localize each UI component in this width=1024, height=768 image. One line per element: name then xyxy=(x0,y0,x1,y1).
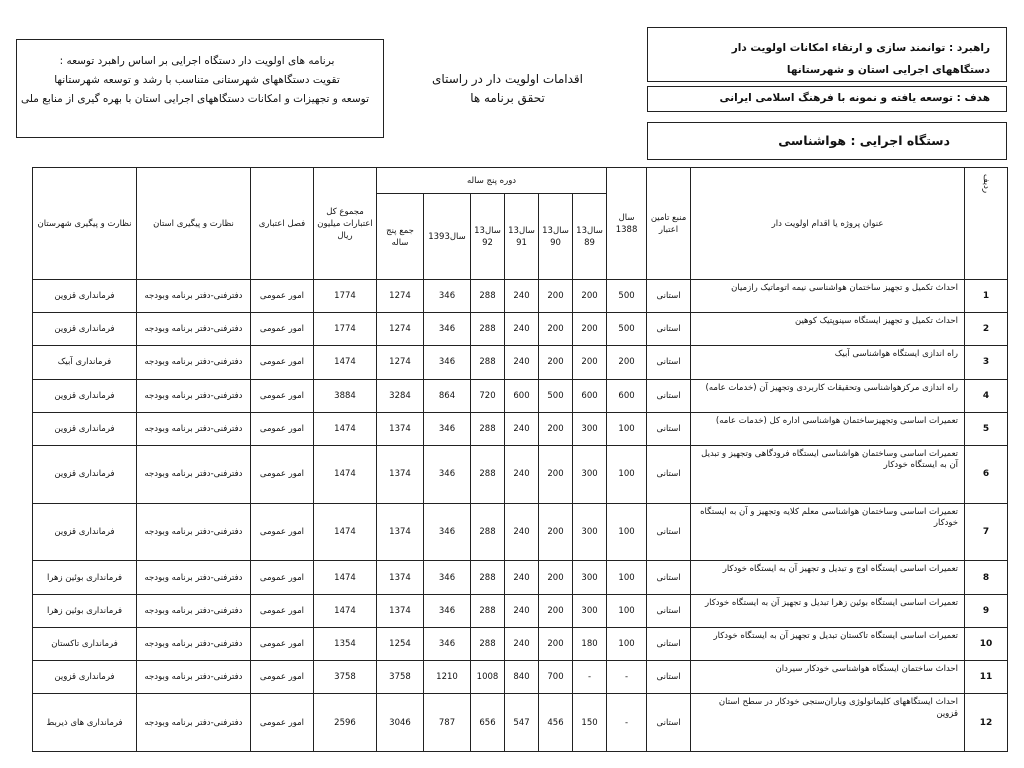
cell-year-1393: 346 xyxy=(424,346,471,379)
goal-text: هدف : توسعه یافته و نمونه با فرهنگ اسلامی ایرانی xyxy=(719,92,990,104)
cell-row-num: 2 xyxy=(965,313,1008,346)
cell-year-89: 300 xyxy=(573,594,607,627)
cell-funding-source: استانی xyxy=(647,594,691,627)
cell-provincial-oversight: دفترفنی-دفتر برنامه وبودجه xyxy=(137,346,251,379)
cell-row-num: 1 xyxy=(965,280,1008,313)
cell-provincial-oversight: دفترفنی-دفتر برنامه وبودجه xyxy=(137,594,251,627)
cell-funding-source: استانی xyxy=(647,280,691,313)
table-body xyxy=(33,280,1008,752)
strategy-line-2: دستگاههای اجرایی استان و شهرستانها xyxy=(786,64,990,76)
cell-year-1393: 346 xyxy=(424,594,471,627)
cell-county-oversight: فرمانداری تاکستان xyxy=(33,627,137,660)
cell-total-credit: 1474 xyxy=(314,561,377,594)
cell-year-91: 240 xyxy=(505,280,539,313)
cell-total-credit: 3758 xyxy=(314,660,377,693)
center-title-line-2: تحقق برنامه ها xyxy=(470,91,545,105)
cell-total-credit: 1354 xyxy=(314,627,377,660)
projects-table xyxy=(32,167,1008,752)
header-provincial-oversight: نظارت و پیگیری استان xyxy=(137,168,251,280)
cell-row-num: 11 xyxy=(965,660,1008,693)
cell-year-90: 200 xyxy=(539,313,573,346)
cell-funding-source: استانی xyxy=(647,561,691,594)
header-title: عنوان پروژه یا اقدام اولویت دار xyxy=(691,168,965,280)
strategy-box xyxy=(647,27,1007,82)
cell-year-1393: 787 xyxy=(424,694,471,752)
cell-year-89: 200 xyxy=(573,280,607,313)
cell-year-89: 300 xyxy=(573,445,607,503)
cell-credit-chapter: امور عمومی xyxy=(251,694,314,752)
cell-funding-source: استانی xyxy=(647,346,691,379)
cell-county-oversight: فرمانداری قزوین xyxy=(33,660,137,693)
header-row-num xyxy=(965,168,1008,280)
cell-year-90: 200 xyxy=(539,627,573,660)
cell-five-year-total: 3046 xyxy=(377,694,424,752)
cell-title: احداث تکمیل و تجهیز ساختمان هواشناسی نیمه اتوماتیک رازمیان xyxy=(691,280,965,313)
cell-year-90: 456 xyxy=(539,694,573,752)
cell-row-num: 4 xyxy=(965,379,1008,412)
table-row xyxy=(33,280,1008,313)
header-county-oversight: نظارت و پیگیری شهرستان xyxy=(33,168,137,280)
cell-five-year-total: 3758 xyxy=(377,660,424,693)
cell-county-oversight: فرمانداری بوئین زهرا xyxy=(33,561,137,594)
cell-year-91: 600 xyxy=(505,379,539,412)
cell-year-91: 240 xyxy=(505,561,539,594)
cell-provincial-oversight: دفترفنی-دفتر برنامه وبودجه xyxy=(137,445,251,503)
cell-year-92: 288 xyxy=(471,346,505,379)
cell-year-1388: 200 xyxy=(607,346,647,379)
cell-county-oversight: فرمانداری بوئین زهرا xyxy=(33,594,137,627)
cell-title: تعمیرات اساسی ایستگاه بوئین زهرا تبدیل و تجهیز آن به ایستگاه خودکار xyxy=(691,594,965,627)
table-row xyxy=(33,379,1008,412)
cell-year-1393: 346 xyxy=(424,412,471,445)
program-box xyxy=(16,39,384,138)
header-funding-source: منبع تامین اعتبار xyxy=(647,168,691,280)
goal-box xyxy=(647,86,1007,112)
cell-county-oversight: فرمانداری قزوین xyxy=(33,379,137,412)
cell-provincial-oversight: دفترفنی-دفتر برنامه وبودجه xyxy=(137,561,251,594)
cell-credit-chapter: امور عمومی xyxy=(251,594,314,627)
cell-five-year-total: 1374 xyxy=(377,503,424,561)
cell-year-92: 656 xyxy=(471,694,505,752)
cell-year-92: 720 xyxy=(471,379,505,412)
cell-provincial-oversight: دفترفنی-دفتر برنامه وبودجه xyxy=(137,280,251,313)
cell-title: احداث ایستگاههای کلیماتولوژی وباران‌سنجی خودکار در سطح استان قزوین xyxy=(691,694,965,752)
cell-year-1388: 100 xyxy=(607,594,647,627)
cell-five-year-total: 1374 xyxy=(377,561,424,594)
cell-funding-source: استانی xyxy=(647,412,691,445)
cell-year-92: 288 xyxy=(471,445,505,503)
header-year-89: سال13 89 xyxy=(573,194,607,280)
header-year-1388: سال 1388 xyxy=(607,168,647,280)
table-row xyxy=(33,561,1008,594)
cell-five-year-total: 1374 xyxy=(377,594,424,627)
table-row xyxy=(33,594,1008,627)
cell-year-1393: 346 xyxy=(424,503,471,561)
cell-funding-source: استانی xyxy=(647,627,691,660)
cell-year-91: 240 xyxy=(505,412,539,445)
cell-year-91: 240 xyxy=(505,627,539,660)
cell-year-1393: 1210 xyxy=(424,660,471,693)
header-total-credit: مجموع کل اعتبارات میلیون ریال xyxy=(314,168,377,280)
cell-provincial-oversight: دفترفنی-دفتر برنامه وبودجه xyxy=(137,313,251,346)
cell-year-1393: 346 xyxy=(424,313,471,346)
agency-box xyxy=(647,122,1007,160)
cell-credit-chapter: امور عمومی xyxy=(251,561,314,594)
cell-row-num: 10 xyxy=(965,627,1008,660)
cell-row-num: 3 xyxy=(965,346,1008,379)
cell-year-89: 300 xyxy=(573,561,607,594)
cell-row-num: 6 xyxy=(965,445,1008,503)
cell-year-1393: 346 xyxy=(424,561,471,594)
cell-total-credit: 2596 xyxy=(314,694,377,752)
cell-row-num: 5 xyxy=(965,412,1008,445)
strategy-line-1: راهبرد : توانمند سازی و ارتقاء امکانات اولویت دار xyxy=(731,42,990,54)
cell-year-89: 150 xyxy=(573,694,607,752)
cell-county-oversight: فرمانداری قزوین xyxy=(33,313,137,346)
table-row xyxy=(33,445,1008,503)
cell-credit-chapter: امور عمومی xyxy=(251,412,314,445)
table-header-row-1 xyxy=(33,168,1008,194)
agency-text: دستگاه اجرایی : هواشناسی xyxy=(778,133,950,148)
center-title-line-1: اقدامات اولویت دار در راستای xyxy=(432,72,583,86)
cell-title: تعمیرات اساسی وساختمان هواشناسی معلم کلایه وتجهیز و آن به ایستگاه خودکار xyxy=(691,503,965,561)
cell-total-credit: 1774 xyxy=(314,280,377,313)
cell-year-90: 500 xyxy=(539,379,573,412)
cell-funding-source: استانی xyxy=(647,694,691,752)
header-year-90: سال13 90 xyxy=(539,194,573,280)
table-row xyxy=(33,503,1008,561)
header-row-num-label: ردیف xyxy=(981,174,992,194)
cell-five-year-total: 3284 xyxy=(377,379,424,412)
cell-title: تعمیرات اساسی وتجهیزساختمان هواشناسی اداره کل (خدمات عامه) xyxy=(691,412,965,445)
cell-title: راه اندازی مرکزهواشناسی وتحقیقات کاربردی وتجهیز آن (خدمات عامه) xyxy=(691,379,965,412)
cell-year-92: 288 xyxy=(471,561,505,594)
cell-total-credit: 1474 xyxy=(314,412,377,445)
cell-title: تعمیرات اساسی ایستگاه اوج و تبدیل و تجهیز آن به ایستگاه خودکار xyxy=(691,561,965,594)
cell-year-91: 240 xyxy=(505,594,539,627)
cell-county-oversight: فرمانداری های ذیربط xyxy=(33,694,137,752)
cell-county-oversight: فرمانداری قزوین xyxy=(33,445,137,503)
cell-five-year-total: 1374 xyxy=(377,445,424,503)
header-five-year-total: جمع پنج ساله xyxy=(377,194,424,280)
cell-provincial-oversight: دفترفنی-دفتر برنامه وبودجه xyxy=(137,627,251,660)
cell-year-92: 288 xyxy=(471,313,505,346)
cell-year-90: 200 xyxy=(539,503,573,561)
cell-year-91: 240 xyxy=(505,313,539,346)
cell-year-89: - xyxy=(573,660,607,693)
cell-total-credit: 1474 xyxy=(314,594,377,627)
cell-year-92: 288 xyxy=(471,594,505,627)
cell-total-credit: 1474 xyxy=(314,346,377,379)
cell-year-89: 300 xyxy=(573,503,607,561)
cell-year-92: 1008 xyxy=(471,660,505,693)
cell-year-91: 240 xyxy=(505,503,539,561)
cell-year-1388: 100 xyxy=(607,445,647,503)
cell-provincial-oversight: دفترفنی-دفتر برنامه وبودجه xyxy=(137,503,251,561)
program-line-2: تقویت دستگاههای شهرستانی متناسب با رشد و توسعه شهرستانها xyxy=(54,74,340,86)
header-year-92: سال13 92 xyxy=(471,194,505,280)
cell-county-oversight: فرمانداری آبیک xyxy=(33,346,137,379)
cell-total-credit: 3884 xyxy=(314,379,377,412)
cell-year-1393: 346 xyxy=(424,627,471,660)
cell-year-1388: 100 xyxy=(607,561,647,594)
cell-funding-source: استانی xyxy=(647,503,691,561)
cell-year-89: 200 xyxy=(573,346,607,379)
cell-year-91: 240 xyxy=(505,445,539,503)
cell-credit-chapter: امور عمومی xyxy=(251,445,314,503)
program-line-3: توسعه و تجهیزات و امکانات دستگاههای اجرایی استان با بهره گیری از منابع ملی xyxy=(21,93,369,105)
cell-year-92: 288 xyxy=(471,503,505,561)
cell-year-91: 547 xyxy=(505,694,539,752)
table-row xyxy=(33,313,1008,346)
table-row xyxy=(33,346,1008,379)
table-row xyxy=(33,694,1008,752)
cell-year-90: 200 xyxy=(539,594,573,627)
cell-year-1388: 500 xyxy=(607,313,647,346)
cell-year-1393: 864 xyxy=(424,379,471,412)
cell-provincial-oversight: دفترفنی-دفتر برنامه وبودجه xyxy=(137,379,251,412)
cell-title: احداث ساختمان ایستگاه هواشناسی خودکار سیردان xyxy=(691,660,965,693)
cell-five-year-total: 1274 xyxy=(377,346,424,379)
cell-year-1388: - xyxy=(607,660,647,693)
cell-title: احداث تکمیل و تجهیز ایستگاه سینوپتیک کوهین xyxy=(691,313,965,346)
header-credit-chapter: فصل اعتباری xyxy=(251,168,314,280)
cell-year-89: 600 xyxy=(573,379,607,412)
cell-year-89: 300 xyxy=(573,412,607,445)
cell-year-91: 840 xyxy=(505,660,539,693)
cell-funding-source: استانی xyxy=(647,445,691,503)
cell-year-92: 288 xyxy=(471,412,505,445)
cell-year-1388: 100 xyxy=(607,412,647,445)
cell-year-90: 200 xyxy=(539,412,573,445)
cell-row-num: 12 xyxy=(965,694,1008,752)
cell-row-num: 8 xyxy=(965,561,1008,594)
cell-provincial-oversight: دفترفنی-دفتر برنامه وبودجه xyxy=(137,694,251,752)
header-year-91: سال13 91 xyxy=(505,194,539,280)
cell-year-90: 700 xyxy=(539,660,573,693)
cell-total-credit: 1474 xyxy=(314,445,377,503)
table-row xyxy=(33,412,1008,445)
header-year-1393: سال1393 xyxy=(424,194,471,280)
cell-credit-chapter: امور عمومی xyxy=(251,627,314,660)
cell-total-credit: 1474 xyxy=(314,503,377,561)
table-row xyxy=(33,660,1008,693)
program-line-1: برنامه های اولویت دار دستگاه اجرایی بر اساس راهبرد توسعه : xyxy=(59,55,335,67)
cell-year-92: 288 xyxy=(471,627,505,660)
cell-funding-source: استانی xyxy=(647,313,691,346)
cell-credit-chapter: امور عمومی xyxy=(251,503,314,561)
cell-year-91: 240 xyxy=(505,346,539,379)
cell-row-num: 9 xyxy=(965,594,1008,627)
cell-year-1388: 600 xyxy=(607,379,647,412)
cell-five-year-total: 1274 xyxy=(377,280,424,313)
cell-county-oversight: فرمانداری قزوین xyxy=(33,280,137,313)
cell-year-1388: 100 xyxy=(607,503,647,561)
cell-provincial-oversight: دفترفنی-دفتر برنامه وبودجه xyxy=(137,412,251,445)
cell-funding-source: استانی xyxy=(647,379,691,412)
table-row xyxy=(33,627,1008,660)
cell-year-1388: 100 xyxy=(607,627,647,660)
cell-row-num: 7 xyxy=(965,503,1008,561)
cell-five-year-total: 1254 xyxy=(377,627,424,660)
cell-year-1388: - xyxy=(607,694,647,752)
cell-year-1393: 346 xyxy=(424,280,471,313)
cell-year-90: 200 xyxy=(539,561,573,594)
cell-year-1388: 500 xyxy=(607,280,647,313)
cell-credit-chapter: امور عمومی xyxy=(251,313,314,346)
cell-credit-chapter: امور عمومی xyxy=(251,346,314,379)
cell-title: تعمیرات اساسی ایستگاه تاکستان تبدیل و تجهیز آن به ایستگاه خودکار xyxy=(691,627,965,660)
cell-year-89: 180 xyxy=(573,627,607,660)
cell-year-90: 200 xyxy=(539,280,573,313)
header-five-year-period: دوره پنج ساله xyxy=(377,168,607,194)
cell-provincial-oversight: دفترفنی-دفتر برنامه وبودجه xyxy=(137,660,251,693)
center-title xyxy=(420,70,595,108)
cell-title: تعمیرات اساسی وساختمان هواشناسی ایستگاه فرودگاهی وتجهیز و تبدیل آن به ایستگاه خودکار xyxy=(691,445,965,503)
cell-credit-chapter: امور عمومی xyxy=(251,379,314,412)
cell-total-credit: 1774 xyxy=(314,313,377,346)
cell-title: راه اندازی ایستگاه هواشناسی آبیک xyxy=(691,346,965,379)
cell-funding-source: استانی xyxy=(647,660,691,693)
cell-county-oversight: فرمانداری قزوین xyxy=(33,412,137,445)
cell-year-1393: 346 xyxy=(424,445,471,503)
cell-county-oversight: فرمانداری قزوین xyxy=(33,503,137,561)
cell-year-90: 200 xyxy=(539,346,573,379)
cell-year-92: 288 xyxy=(471,280,505,313)
cell-year-89: 200 xyxy=(573,313,607,346)
cell-year-90: 200 xyxy=(539,445,573,503)
cell-credit-chapter: امور عمومی xyxy=(251,660,314,693)
cell-five-year-total: 1274 xyxy=(377,313,424,346)
cell-credit-chapter: امور عمومی xyxy=(251,280,314,313)
cell-five-year-total: 1374 xyxy=(377,412,424,445)
